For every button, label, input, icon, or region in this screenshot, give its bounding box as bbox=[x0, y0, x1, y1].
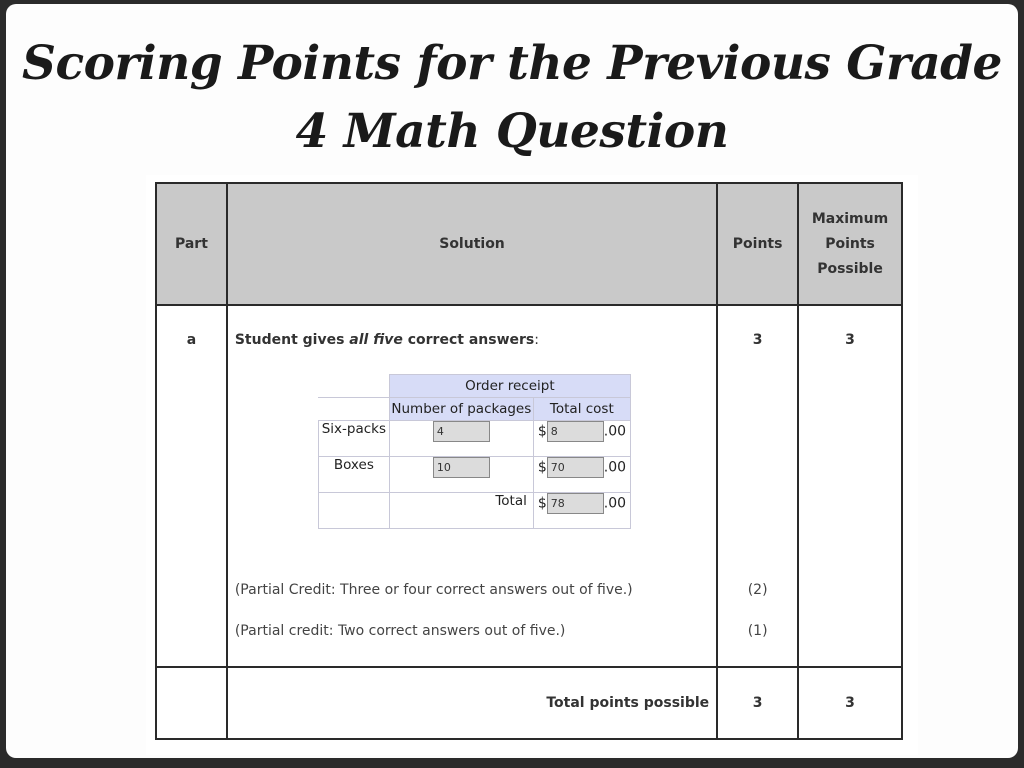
receipt-total-cost-cell bbox=[533, 493, 630, 529]
partial-credit-two: (Partial credit: Two correct answers out of five.) bbox=[234, 623, 566, 639]
total-part-blank bbox=[156, 667, 227, 739]
total-cost-answer-box[interactable]: 78 bbox=[547, 493, 604, 514]
receipt-header-cost: Total cost bbox=[533, 398, 630, 421]
table-row-total bbox=[156, 667, 902, 739]
solution-prefix: Student gives bbox=[234, 332, 350, 348]
receipt-header-packages: Number of packages bbox=[389, 398, 533, 421]
packages-answer-box[interactable]: 10 bbox=[433, 457, 490, 478]
receipt-total-blank bbox=[318, 493, 389, 529]
total-points-value: 3 bbox=[717, 667, 798, 739]
order-receipt-table bbox=[318, 374, 631, 529]
currency-symbol: $ bbox=[537, 495, 547, 512]
receipt-row-label: Six-packs bbox=[318, 421, 389, 457]
solution-emphasis: all five bbox=[349, 332, 403, 348]
receipt-header-row bbox=[318, 398, 630, 421]
receipt-row-total bbox=[318, 493, 630, 529]
header-max-points bbox=[798, 183, 902, 305]
slide-title bbox=[0, 30, 1024, 166]
header-max-line-2: Points bbox=[825, 235, 875, 252]
total-points-label: Total points possible bbox=[227, 667, 717, 739]
cell-part-a bbox=[156, 305, 227, 667]
points-full: 3 bbox=[752, 332, 763, 348]
receipt-row-label: Boxes bbox=[318, 457, 389, 493]
header-row bbox=[156, 183, 902, 305]
receipt-corner bbox=[318, 375, 389, 398]
currency-symbol: $ bbox=[537, 423, 547, 440]
cell-points-a bbox=[717, 305, 798, 667]
title-line-2: 4 Math Question bbox=[295, 104, 729, 159]
receipt-cost-cell bbox=[533, 421, 630, 457]
currency-symbol: $ bbox=[537, 459, 547, 476]
packages-answer-box[interactable]: 4 bbox=[433, 421, 490, 442]
part-label: a bbox=[186, 332, 197, 348]
cost-answer-box[interactable]: 8 bbox=[547, 421, 604, 442]
max-points-a: 3 bbox=[845, 332, 855, 348]
header-max-line-1: Maximum bbox=[811, 210, 889, 227]
total-max-value: 3 bbox=[798, 667, 902, 739]
receipt-packages-cell bbox=[389, 421, 533, 457]
receipt-total-label: Total bbox=[389, 493, 533, 529]
receipt-packages-cell bbox=[389, 457, 533, 493]
receipt-title-row bbox=[318, 375, 630, 398]
header-max-line-3: Possible bbox=[817, 260, 883, 277]
solution-statement bbox=[235, 332, 539, 348]
header-solution: Solution bbox=[227, 183, 717, 305]
header-points: Points bbox=[717, 183, 798, 305]
cents-suffix: .00 bbox=[603, 495, 627, 512]
receipt-cost-cell bbox=[533, 457, 630, 493]
receipt-row-six-packs bbox=[318, 421, 630, 457]
receipt-header-blank bbox=[318, 398, 389, 421]
cell-max-a bbox=[798, 305, 902, 667]
solution-suffix: correct answers bbox=[402, 332, 535, 348]
cents-suffix: .00 bbox=[603, 423, 627, 440]
receipt-title: Order receipt bbox=[389, 375, 630, 398]
cents-suffix: .00 bbox=[603, 459, 627, 476]
cost-answer-box[interactable]: 70 bbox=[547, 457, 604, 478]
table-row-part-a bbox=[156, 305, 902, 667]
receipt-row-boxes bbox=[318, 457, 630, 493]
cell-solution-a bbox=[227, 305, 717, 667]
solution-colon: : bbox=[534, 332, 539, 348]
points-partial-2: (1) bbox=[747, 623, 768, 639]
title-line-1: Scoring Points for the Previous Grade bbox=[22, 36, 1002, 91]
scoring-table bbox=[155, 182, 903, 740]
partial-credit-three-four: (Partial Credit: Three or four correct answers out of five.) bbox=[234, 582, 633, 598]
header-part: Part bbox=[156, 183, 227, 305]
points-partial-1: (2) bbox=[747, 582, 768, 598]
